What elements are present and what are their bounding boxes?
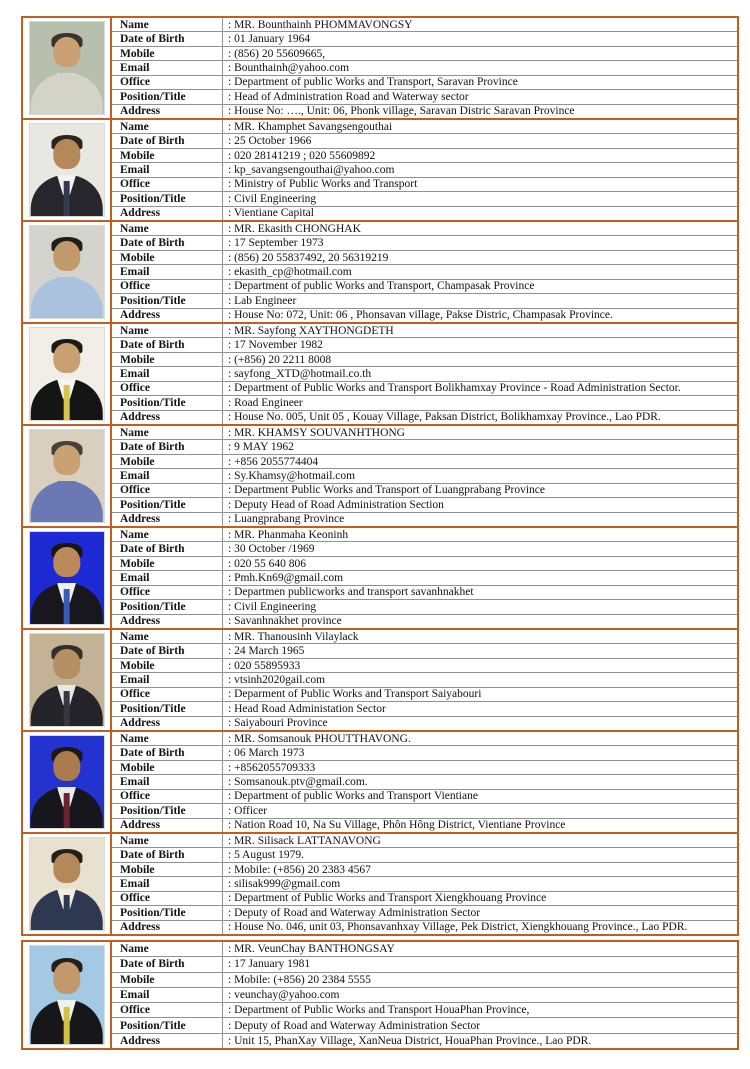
field-label: Name [112,834,223,847]
field-row [112,207,737,220]
field-row [112,586,737,600]
field-label: Email [112,163,223,176]
field-label: Position/Title [112,498,223,511]
field-value: : Departmen publicworks and transport savanhnakhet [228,586,474,599]
field-value: : 17 September 1973 [228,237,324,250]
field-value: : (856) 20 55837492, 20 56319219 [228,251,389,264]
field-value: : 020 55 640 806 [228,557,306,570]
silhouette-tie [63,589,70,624]
field-value: : 24 March 1965 [228,645,305,658]
field-value: : MR. Bounthainh PHOMMAVONGSY [228,18,413,31]
field-row [112,702,737,716]
silhouette-head [53,241,80,271]
field-label: Date of Birth [112,542,223,555]
field-value: : veunchay@yahoo.com [228,988,340,1001]
field-label: Mobile [112,761,223,774]
field-row [112,426,737,440]
field-value: : 9 MAY 1962 [228,441,294,454]
fields-table [112,732,737,832]
field-row [112,528,737,542]
field-row [112,396,737,410]
field-label: Name [112,732,223,745]
silhouette-tie [63,79,70,114]
field-label: Address [112,513,223,526]
field-label: Mobile [112,47,223,60]
field-row [112,47,737,61]
silhouette-tie [63,1007,70,1044]
field-row [112,659,737,673]
photo-cell [23,222,112,322]
field-value: : kp_savangsengouthai@yahoo.com [228,163,395,176]
field-label: Address [112,1034,223,1048]
fields-table [112,630,737,730]
field-value: : MR. VeunChay BANTHONGSAY [228,943,395,956]
field-row [112,892,737,906]
fields-table [112,426,737,526]
field-label: Address [112,819,223,832]
field-label: Email [112,775,223,788]
silhouette-head [53,445,80,475]
portrait-photo [30,736,104,828]
field-row [112,61,737,75]
field-label: Address [112,717,223,730]
field-row [112,973,737,988]
field-row [112,542,737,556]
field-label: Name [112,942,223,956]
field-value: : MR. Phanmaha Keoninh [228,528,349,541]
field-label: Position/Title [112,396,223,409]
portrait-photo [30,532,104,624]
field-row [112,382,737,396]
field-label: Address [112,207,223,220]
field-label: Name [112,222,223,235]
field-value: : Department of Public Works and Transport Bolikhamxay Province - Road Administration Sector. [228,382,681,395]
field-label: Date of Birth [112,746,223,759]
field-label: Email [112,673,223,686]
field-label: Office [112,892,223,905]
field-row [112,251,737,265]
field-value: : sayfong_XTD@hotmail.co.th [228,367,372,380]
field-label: Email [112,877,223,890]
field-value: : Ministry of Public Works and Transport [228,178,418,191]
silhouette-head [53,37,80,67]
field-value: : Department Public Works and Transport of Luangprabang Province [228,484,545,497]
field-row [112,790,737,804]
field-row [112,761,737,775]
field-label: Office [112,484,223,497]
photo-cell [23,324,112,424]
silhouette-head [53,751,80,781]
silhouette-tie [63,385,70,420]
field-row [112,615,737,628]
portrait-photo [30,838,104,930]
field-row [112,848,737,862]
field-value: : silisak999@gmail.com [228,877,341,890]
field-label: Name [112,18,223,31]
field-value: : Bounthainh@yahoo.com [228,61,350,74]
field-row [112,571,737,585]
field-value: : MR. Khamphet Savangsengouthai [228,120,393,133]
field-value: : Nation Road 10, Na Su Village, Phôn Hông District, Vientiane Province [228,819,566,832]
field-value: : +8562055709333 [228,761,316,774]
field-value: : Department of public Works and Transport, Saravan Province [228,76,518,89]
field-row [112,163,737,177]
silhouette-head [53,139,80,169]
field-label: Address [112,309,223,322]
field-value: : Mobile: (+856) 20 2383 4567 [228,863,371,876]
field-row [112,988,737,1003]
field-row [112,32,737,46]
field-value: : Deparment of Public Works and Transport Saiyabouri [228,688,482,701]
portrait-photo [30,430,104,522]
field-value: : 5 August 1979. [228,849,305,862]
person-record [21,16,739,120]
field-value: : Department of Public Works and Transport Xiengkhouang Province [228,892,547,905]
field-label: Office [112,178,223,191]
field-label: Email [112,265,223,278]
field-row [112,309,737,322]
field-value: : MR. Ekasith CHONGHAK [228,222,361,235]
silhouette-tie [63,181,70,216]
field-label: Office [112,382,223,395]
field-row [112,746,737,760]
field-value: : MR. Sayfong XAYTHONGDETH [228,324,394,337]
field-label: Email [112,571,223,584]
field-row [112,469,737,483]
field-value: : House No: …., Unit: 06, Phonk village, Saravan Distric Saravan Province [228,105,575,118]
field-row [112,324,737,338]
field-label: Date of Birth [112,32,223,45]
field-value: : 01 January 1964 [228,33,311,46]
field-label: Name [112,630,223,643]
person-record [21,220,739,324]
photo-cell [23,732,112,832]
field-value: : 25 October 1966 [228,135,312,148]
field-row [112,338,737,352]
field-value: : Luangprabang Province [228,513,345,526]
field-label: Office [112,280,223,293]
field-label: Email [112,367,223,380]
field-row [112,105,737,118]
field-value: : Unit 15, PhanXay Village, XanNeua District, HouaPhan Province., Lao PDR. [228,1034,592,1047]
field-value: : House No. 046, unit 03, Phonsavanhxay Village, Pek District, Xiengkhouang Province., Lao PDR. [228,921,688,934]
field-label: Mobile [112,659,223,672]
fields-table [112,120,737,220]
field-row [112,280,737,294]
field-row [112,76,737,90]
silhouette-head [53,343,80,373]
person-record [21,730,739,834]
field-label: Address [112,921,223,934]
field-label: Date of Birth [112,848,223,861]
photo-cell [23,120,112,220]
photo-cell [23,528,112,628]
field-value: : Deputy Head of Road Administration Section [228,498,444,511]
silhouette-head [53,547,80,577]
fields-table [112,834,737,934]
field-label: Email [112,988,223,1002]
field-label: Date of Birth [112,440,223,453]
field-row [112,804,737,818]
field-label: Email [112,469,223,482]
field-value: : 06 March 1973 [228,747,305,760]
fields-table [112,528,737,628]
field-row [112,90,737,104]
field-value: : Department of public Works and Transport Vientiane [228,790,478,803]
field-label: Address [112,615,223,628]
field-label: Date of Birth [112,134,223,147]
person-record [21,322,739,426]
field-value: : Sy.Khamsy@hotmail.com [228,469,356,482]
field-value: : House No: 072, Unit: 06 , Phonsavan village, Pakse Distric, Champasak Province. [228,309,613,322]
field-value: : MR. Thanousinh Vilaylack [228,630,359,643]
field-value: : Head of Administration Road and Waterway sector [228,90,469,103]
portrait-photo [30,946,104,1044]
field-value: : ekasith_cp@hotmail.com [228,265,352,278]
field-row [112,222,737,236]
field-value: : 020 55895933 [228,659,301,672]
field-row [112,921,737,934]
fields-table [112,942,737,1048]
field-row [112,1003,737,1018]
field-row [112,877,737,891]
field-label: Position/Title [112,804,223,817]
field-value: : (+856) 20 2211 8008 [228,353,332,366]
field-label: Mobile [112,557,223,570]
field-label: Position/Title [112,1018,223,1032]
field-row [112,834,737,848]
silhouette-tie [63,793,70,828]
field-row [112,1034,737,1048]
field-label: Mobile [112,353,223,366]
field-row [112,192,737,206]
portrait-photo [30,22,104,114]
field-value: : Lab Engineer [228,294,297,307]
field-label: Address [112,411,223,424]
field-value: : (856) 20 55609665, [228,47,326,60]
field-label: Position/Title [112,600,223,613]
field-value: : Saiyabouri Province [228,717,328,730]
field-value: : Pmh.Kn69@gmail.com [228,571,344,584]
field-value: : 17 January 1981 [228,958,311,971]
contact-directory-table [21,16,739,1050]
field-row [112,863,737,877]
field-value: : MR. Somsanouk PHOUTTHAVONG. [228,732,411,745]
field-row [112,134,737,148]
field-row [112,673,737,687]
field-row [112,717,737,730]
person-record [21,526,739,630]
silhouette-tie [63,283,70,318]
field-value: : Department of public Works and Transport, Champasak Province [228,280,535,293]
field-row [112,644,737,658]
field-row [112,120,737,134]
field-label: Name [112,426,223,439]
field-value: : Officer [228,804,268,817]
field-row [112,630,737,644]
silhouette-tie [63,691,70,726]
field-label: Position/Title [112,702,223,715]
person-record [21,940,739,1050]
field-label: Address [112,105,223,118]
field-row [112,367,737,381]
silhouette-head [53,853,80,883]
field-value: : 30 October /1969 [228,543,315,556]
field-label: Office [112,790,223,803]
field-row [112,557,737,571]
field-row [112,455,737,469]
photo-cell [23,18,112,118]
field-value: : MR. Silisack LATTANAVONG [228,834,381,847]
field-value: : Savanhnakhet province [228,615,342,628]
field-row [112,236,737,250]
field-row [112,957,737,972]
field-label: Office [112,76,223,89]
field-label: Mobile [112,149,223,162]
field-label: Email [112,61,223,74]
field-row [112,688,737,702]
portrait-photo [30,634,104,726]
silhouette-head [53,962,80,994]
field-label: Name [112,120,223,133]
field-label: Office [112,586,223,599]
field-label: Date of Birth [112,338,223,351]
field-value: : Civil Engineering [228,192,317,205]
field-label: Date of Birth [112,957,223,971]
photo-cell [23,426,112,526]
field-label: Mobile [112,863,223,876]
field-row [112,353,737,367]
field-label: Position/Title [112,192,223,205]
field-row [112,498,737,512]
field-value: : Mobile: (+856) 20 2384 5555 [228,973,371,986]
field-row [112,942,737,957]
person-record [21,628,739,732]
field-value: : Head Road Administation Sector [228,702,386,715]
field-label: Position/Title [112,906,223,919]
field-row [112,600,737,614]
field-value: : House No. 005, Unit 05 , Kouay Village, Paksan District, Bolikhamxay Province., Lao PDR. [228,411,661,424]
field-label: Name [112,528,223,541]
fields-table [112,324,737,424]
photo-cell [23,942,112,1048]
field-row [112,1018,737,1033]
field-row [112,178,737,192]
field-row [112,484,737,498]
person-record [21,424,739,528]
field-value: : Deputy of Road and Waterway Administration Sector [228,1019,481,1032]
field-row [112,513,737,526]
field-value: : MR. KHAMSY SOUVANHTHONG [228,426,405,439]
portrait-photo [30,124,104,216]
field-value: : Vientiane Capital [228,207,314,220]
field-label: Mobile [112,251,223,264]
field-value: : Deputy of Road and Waterway Administration Sector [228,906,481,919]
silhouette-tie [63,895,70,930]
field-value: : 020 28141219 ; 020 55609892 [228,149,376,162]
field-row [112,819,737,832]
photo-cell [23,834,112,934]
field-value: : +856 2055774404 [228,455,319,468]
field-value: : Civil Engineering [228,600,317,613]
field-row [112,440,737,454]
field-row [112,775,737,789]
person-record [21,118,739,222]
field-label: Mobile [112,973,223,987]
field-value: : Somsanouk.ptv@gmail.com. [228,775,368,788]
person-record [21,832,739,936]
field-row [112,906,737,920]
field-row [112,149,737,163]
field-label: Date of Birth [112,236,223,249]
portrait-photo [30,328,104,420]
field-value: : Department of Public Works and Transport HouaPhan Province, [228,1004,530,1017]
field-row [112,294,737,308]
photo-cell [23,630,112,730]
field-value: : Road Engineer [228,396,303,409]
field-label: Position/Title [112,90,223,103]
field-label: Position/Title [112,294,223,307]
silhouette-tie [63,487,70,522]
field-row [112,18,737,32]
field-label: Office [112,1003,223,1017]
field-row [112,265,737,279]
field-label: Mobile [112,455,223,468]
fields-table [112,18,737,118]
field-row [112,411,737,424]
fields-table [112,222,737,322]
field-row [112,732,737,746]
portrait-photo [30,226,104,318]
field-label: Office [112,688,223,701]
silhouette-head [53,649,80,679]
field-label: Date of Birth [112,644,223,657]
field-value: : 17 November 1982 [228,339,323,352]
field-value: : vtsinh2020gail.com [228,673,326,686]
field-label: Name [112,324,223,337]
